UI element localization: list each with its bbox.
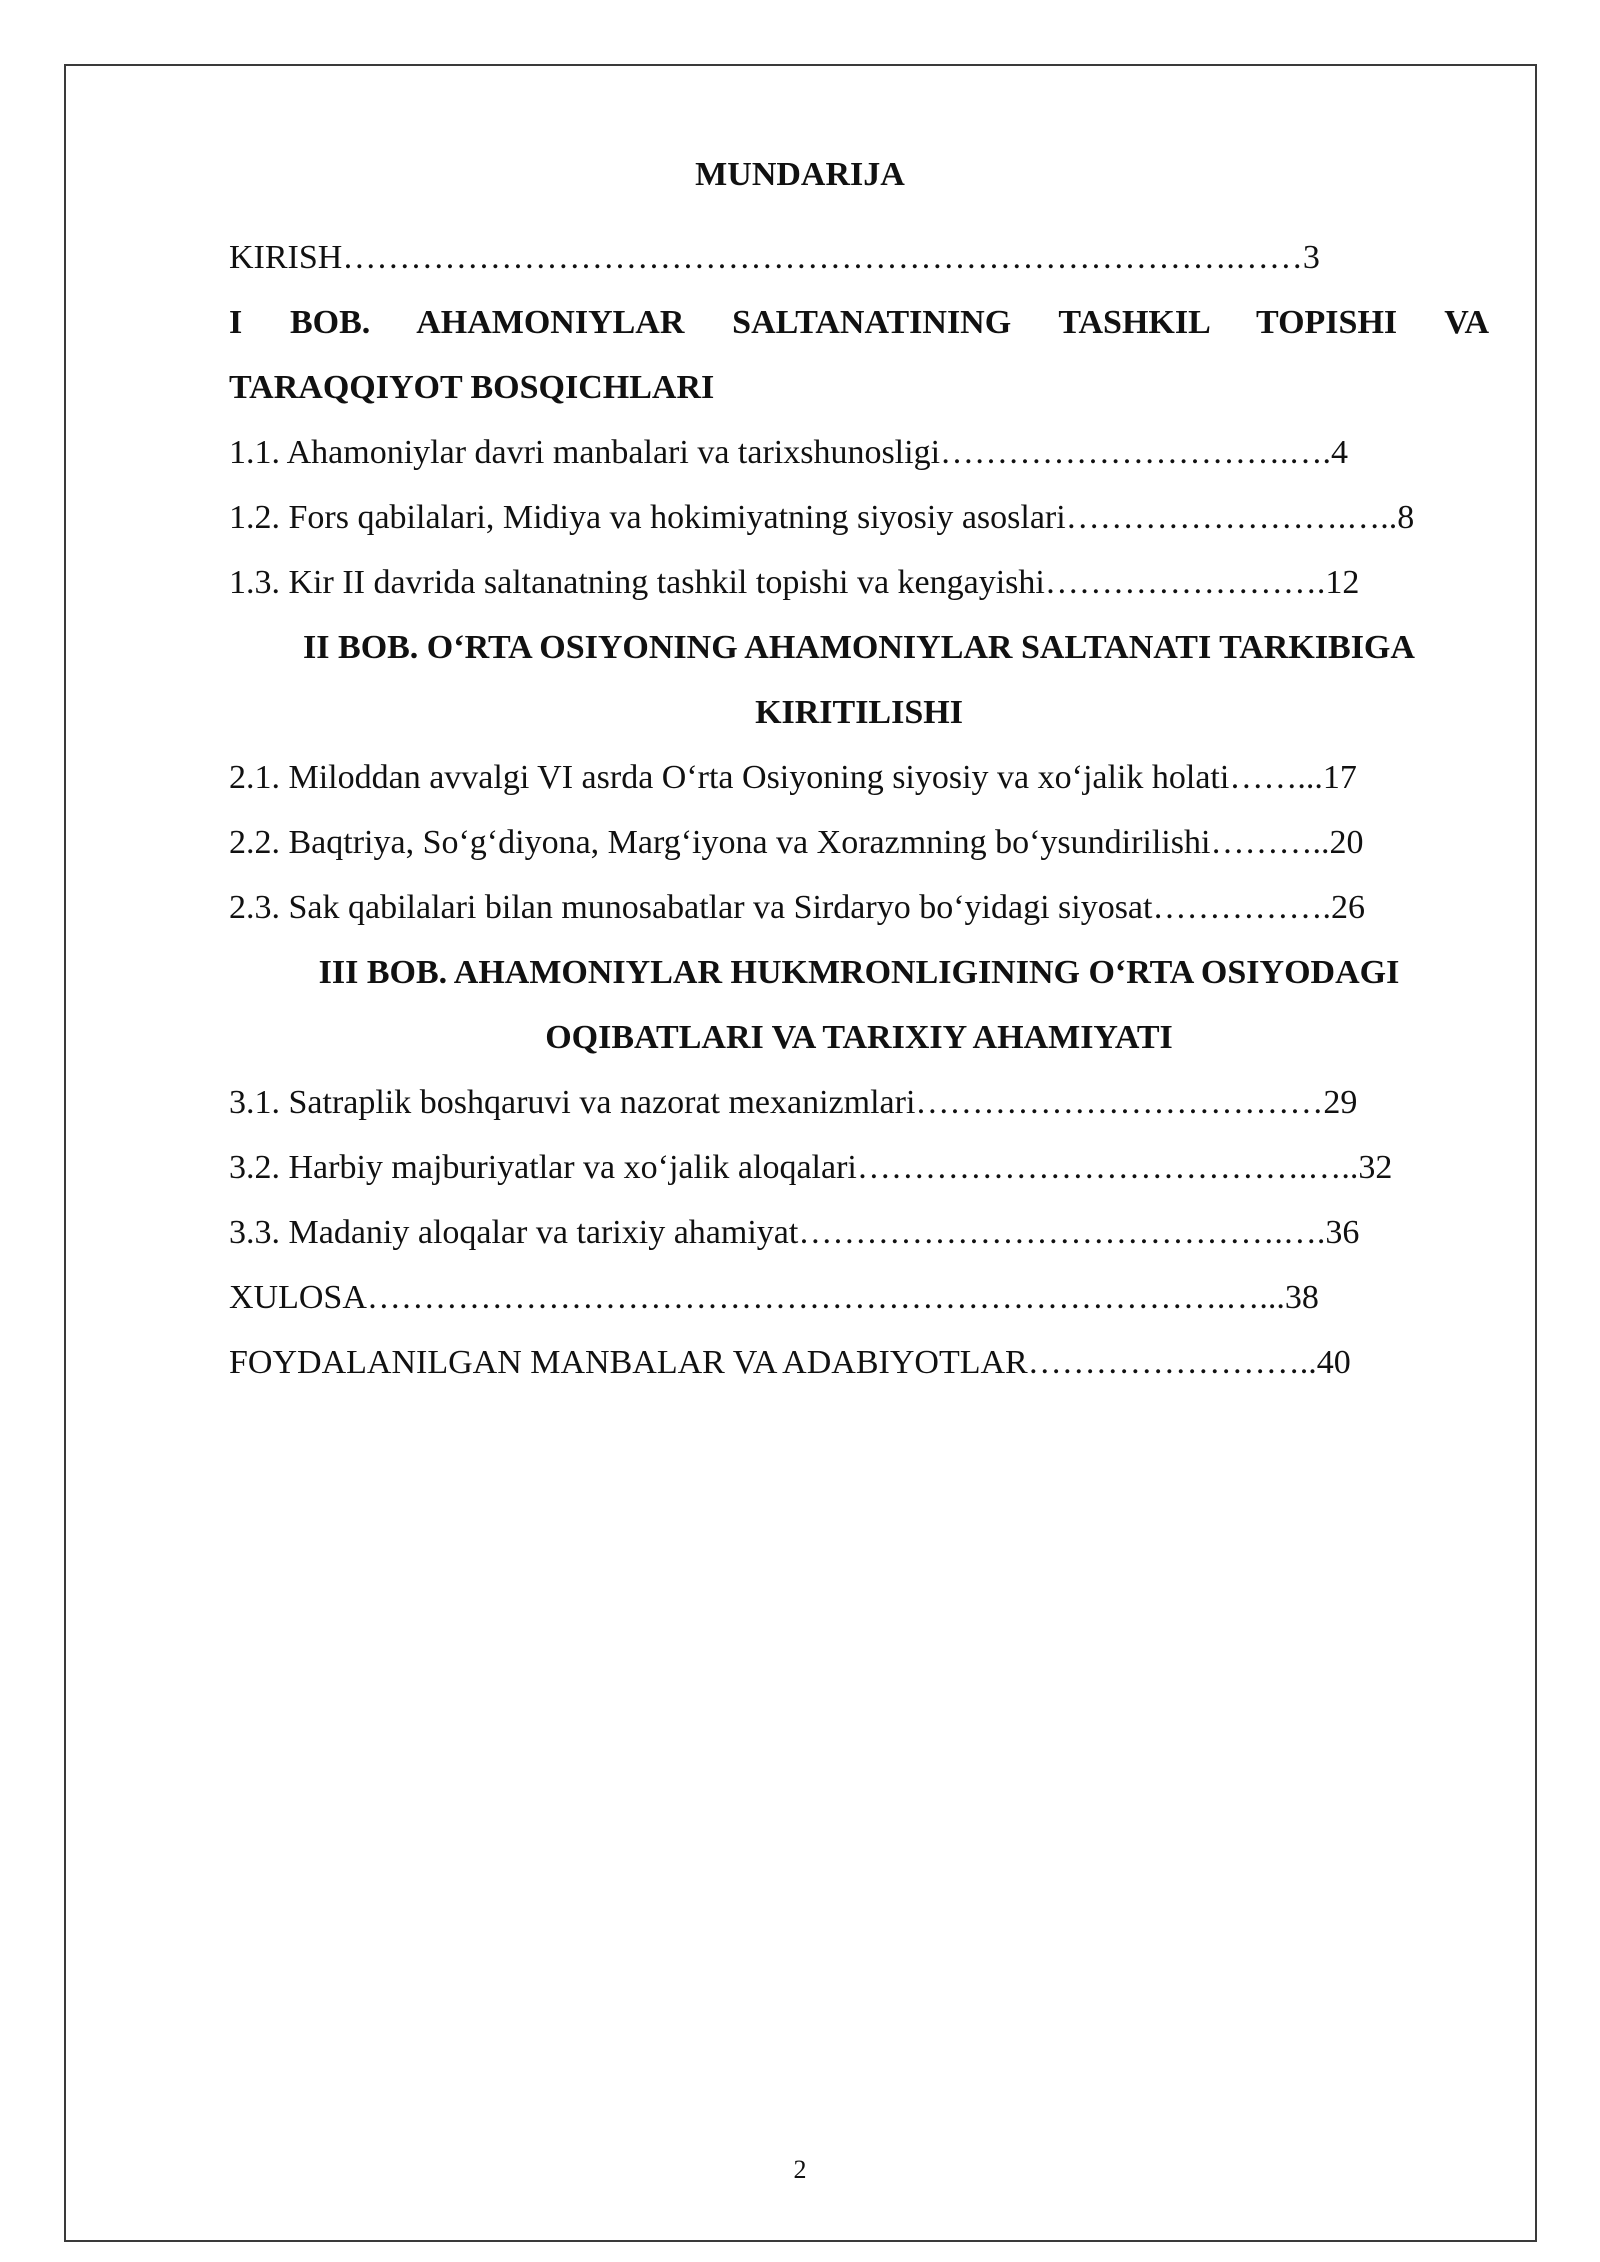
toc-leader: ……………. — [1152, 889, 1331, 926]
toc-leader: ………………………………………………………………….…... — [366, 1279, 1285, 1316]
toc-page-number: 12 — [1325, 564, 1360, 601]
toc-entry-text: 3.1. Satraplik boshqaruvi va nazorat mexanizmlari — [229, 1084, 916, 1121]
toc-entry-1-3[interactable] — [229, 550, 1489, 615]
chapter-2-heading-line-1[interactable]: II BOB. O‘RTA OSIYONING AHAMONIYLAR SALTANATI TARKIBIGA — [303, 629, 1415, 666]
chapter-3-heading-line-2[interactable]: OQIBATLARI VA TARIXIY AHAMIYATI — [545, 1019, 1173, 1056]
toc-entry-text: KIRISH — [229, 239, 343, 276]
page-number: 2 — [793, 2155, 807, 2184]
toc-entry-text: 2.2. Baqtriya, So‘g‘diyona, Marg‘iyona va Xorazmning bo‘ysundirilishi — [229, 824, 1211, 861]
toc-page-number: 20 — [1329, 824, 1364, 861]
toc-page-number: 17 — [1322, 759, 1357, 796]
toc-leader: ……... — [1229, 759, 1323, 796]
page-title: MUNDARIJA — [695, 156, 905, 193]
toc-leader: ……….. — [1210, 824, 1330, 861]
toc-entry-text: 1.3. Kir II davrida saltanatning tashkil topishi va kengayishi — [229, 564, 1045, 601]
toc-page-number: 8 — [1397, 499, 1415, 536]
toc-leader: …………………….….. — [1065, 499, 1398, 536]
chapter-1-heading-line-1[interactable]: I BOB. AHAMONIYLAR SALTANATINING TASHKIL TOPISHI VA — [229, 304, 1489, 341]
toc-leader: …………………….. — [1027, 1344, 1317, 1381]
toc-page-number: 40 — [1316, 1344, 1351, 1381]
toc-entry-2-1[interactable] — [229, 745, 1489, 810]
toc-leader: …………………………………………………………………….…… — [342, 239, 1303, 276]
toc-entry-text: 1.2. Fors qabilalari, Midiya va hokimiyatning siyosiy asoslari — [229, 499, 1066, 536]
toc-leader: ………………………….…. — [940, 434, 1332, 471]
toc-page-number: 3 — [1302, 239, 1320, 276]
toc-page-number: 26 — [1330, 889, 1365, 926]
toc-entry-references[interactable] — [229, 1330, 1489, 1395]
toc-entry-kirish[interactable] — [229, 225, 1489, 290]
toc-entry-3-2[interactable] — [229, 1135, 1489, 1200]
toc-page-number: 38 — [1284, 1279, 1319, 1316]
toc-page-number: 32 — [1358, 1149, 1393, 1186]
toc-leader: …………………………………….…. — [798, 1214, 1326, 1251]
toc-entry-2-2[interactable] — [229, 810, 1489, 875]
toc-entry-text: FOYDALANILGAN MANBALAR VA ADABIYOTLAR — [229, 1344, 1028, 1381]
toc-leader: ……………………. — [1044, 564, 1326, 601]
toc-page-number: 36 — [1325, 1214, 1360, 1251]
toc-entry-xulosa[interactable] — [229, 1265, 1489, 1330]
toc-page-number: 29 — [1323, 1084, 1358, 1121]
toc-entry-text: 2.1. Miloddan avvalgi VI asrda O‘rta Osiyoning siyosiy va xo‘jalik holati — [229, 759, 1230, 796]
toc-entry-text: 3.3. Madaniy aloqalar va tarixiy ahamiyat — [229, 1214, 799, 1251]
toc-entry-text: 1.1. Ahamoniylar davri manbalari va tarixshunosligi — [229, 434, 941, 471]
toc-leader: ……………………………… — [915, 1084, 1324, 1121]
chapter-3-heading-line-1[interactable]: III BOB. AHAMONIYLAR HUKMRONLIGINING O‘RTA OSIYODAGI — [318, 954, 1400, 991]
toc-entry-text: 3.2. Harbiy majburiyatlar va xo‘jalik aloqalari — [229, 1149, 857, 1186]
toc-entry-text: XULOSA — [229, 1279, 367, 1316]
toc-entry-1-2[interactable] — [229, 485, 1489, 550]
toc-entry-1-1[interactable] — [229, 420, 1489, 485]
chapter-1-heading-line-2[interactable]: TARAQQIYOT BOSQICHLARI — [229, 369, 715, 406]
toc-page-number: 4 — [1331, 434, 1349, 471]
toc-entry-3-3[interactable] — [229, 1200, 1489, 1265]
toc-leader: ………………………………….….. — [856, 1149, 1359, 1186]
table-of-contents — [229, 225, 1489, 1395]
chapter-2-heading-line-2[interactable]: KIRITILISHI — [755, 694, 963, 731]
toc-entry-text: 2.3. Sak qabilalari bilan munosabatlar va Sirdaryo bo‘yidagi siyosat — [229, 889, 1153, 926]
toc-entry-2-3[interactable] — [229, 875, 1489, 940]
toc-entry-3-1[interactable] — [229, 1070, 1489, 1135]
